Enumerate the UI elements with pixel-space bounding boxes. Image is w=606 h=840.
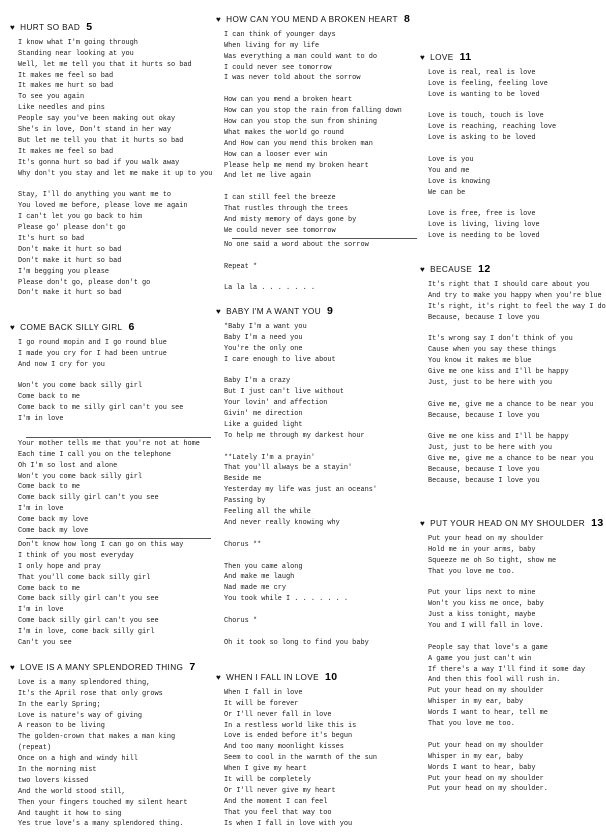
lyric-line: Don't know how long I can go on this way (18, 540, 184, 549)
lyric-line: Won't you come back silly girl (18, 382, 143, 391)
lyric-line: Please don't go, please don't go (18, 278, 151, 287)
lyric-line: Don't make it hurt so bad (18, 256, 122, 265)
lyric-line: I'm in love (18, 415, 64, 424)
lyric-line: Standing near looking at you (18, 49, 134, 58)
lyric-line: Seem to cool in the warmth of the sun (224, 754, 377, 763)
lyric-line (224, 627, 377, 638)
lyric-line: You took while I . . . . . . . (224, 595, 349, 604)
lyric-line: Come back to me (18, 584, 81, 593)
lyric-line: No one said a word about the sorrow (224, 240, 369, 249)
lyrics-lines (10, 678, 196, 830)
song-number: 7 (189, 661, 196, 673)
lyric-line: How can you stop the rain from falling down (224, 107, 402, 116)
lyric-line: But I just can't live without (224, 388, 344, 397)
lyric-line: Love is a many splendored thing, (18, 678, 151, 687)
lyric-line: When I give my heart (224, 765, 307, 774)
song-heading (10, 662, 196, 674)
lyric-line: You know it makes me blue (428, 357, 532, 366)
lyrics-lines (420, 534, 604, 795)
lyric-line: Love is free, free is love (428, 210, 536, 219)
lyrics-lines (420, 280, 606, 487)
lyric-line: Put your head on my shoulder (428, 534, 544, 543)
lyric-line: Please go' please don't go (18, 224, 126, 233)
lyric-line (18, 179, 212, 190)
lyric-line: That you'll come back silly girl (18, 573, 151, 582)
lyric-line: Love is asking to be loved (428, 134, 536, 143)
lyric-line: I care enough to live about (224, 355, 336, 364)
lyric-line: Don't make it hurt so bad (18, 245, 122, 254)
lyric-line (18, 425, 211, 436)
lyric-line: It's right, it's right to feel the way I do (428, 302, 606, 311)
lyric-line: She's in love, Don't stand in her way (18, 126, 171, 135)
lyric-line: **Lately I'm a prayin' (224, 453, 315, 462)
lyric-line: Come back silly girl can't you see (18, 595, 159, 604)
lyric-line: Once on a high and windy hill (18, 755, 138, 764)
lyric-line: Yes true love's a many splendored thing. (18, 820, 184, 829)
lyric-line: That rustles through the trees (224, 205, 349, 214)
lyric-line: And make me laugh (224, 573, 295, 582)
lyric-line (428, 632, 604, 643)
lyric-line: Like needles and pins (18, 104, 105, 113)
lyric-line: It will be forever (224, 699, 299, 708)
lyric-line: And let me live again (224, 172, 311, 181)
song-number: 8 (403, 13, 411, 25)
lyric-line: But let me tell you that it hurts so bad (18, 136, 184, 145)
lyric-line: two lovers kissed (18, 776, 89, 785)
lyric-line: Passing by (224, 497, 266, 506)
lyric-line (428, 144, 556, 155)
lyric-line: To see you again (18, 93, 85, 102)
lyric-line: Love is real, real is love (428, 68, 536, 77)
lyric-line: Come back to me (18, 483, 81, 492)
song-block (216, 306, 377, 649)
lyric-line: Won't you come back silly girl (18, 472, 143, 481)
lyric-line: In the morning mist (18, 766, 97, 775)
lyric-line: Words I want to hear, baby (428, 763, 536, 772)
lyric-line: How can a looser ever win (224, 150, 328, 159)
lyrics-lines (216, 30, 417, 294)
song-number: 10 (325, 671, 338, 683)
lyric-line: You're the only one (224, 344, 303, 353)
lyric-line: Love is living, living love (428, 221, 540, 230)
lyric-line: And taught it how to sing (18, 809, 122, 818)
lyric-line: And misty memory of days gone by (224, 216, 357, 225)
lyric-line: Put your lips next to mine (428, 589, 536, 598)
lyric-line (224, 365, 377, 376)
lyric-line (224, 251, 417, 262)
song-title: COME BACK SILLY GIRL (20, 323, 123, 332)
lyric-line: Love is reaching, reaching love (428, 123, 557, 132)
song-block (216, 14, 417, 294)
song-heading (216, 306, 377, 318)
lyric-line: To help me through my darkest hour (224, 431, 365, 440)
lyric-line: Because, because I love you (428, 411, 540, 420)
lyric-line: It's wrong say I don't think of you (428, 335, 573, 344)
lyric-line (224, 551, 377, 562)
song-title: LOVE IS A MANY SPLENDORED THING (20, 663, 184, 672)
lyric-line (224, 529, 377, 540)
lyric-line: Put your head on my shoulder (428, 741, 544, 750)
lyric-line: Love is ended before it's begun (224, 732, 353, 741)
lyric-line: Like a guided light (224, 420, 303, 429)
lyric-line: We could never see tomorrow (224, 226, 336, 235)
lyric-line: Baby I'm a crazy (224, 377, 291, 386)
lyric-line: That you feel that way too (224, 808, 332, 817)
lyric-line: Can't you see (18, 638, 72, 647)
lyric-line: Words I want to hear, tell me (428, 709, 548, 718)
lyric-line: And then this fool will rush in. (428, 676, 561, 685)
lyric-line: I only hope and pray (18, 562, 101, 571)
lyric-line: And never really knowing why (224, 518, 340, 527)
underline-divider (26, 437, 211, 438)
lyric-line: Come back my love (18, 516, 89, 525)
lyric-line: People say you've been making out okay (18, 115, 176, 124)
song-title: LOVE (430, 53, 454, 62)
lyric-line: It's gonna hurt so bad if you walk away (18, 158, 180, 167)
underline-divider (26, 538, 211, 539)
lyric-line: And the moment I can feel (224, 797, 328, 806)
song-heading (10, 22, 212, 34)
lyric-line (428, 101, 556, 112)
lyric-line: Why don't you stay and let me make it up to you (18, 169, 213, 178)
lyric-line: I know what I'm going through (18, 38, 138, 47)
lyric-line: I was never told about the sorrow (224, 74, 361, 83)
lyric-line: Each time I call you on the telephone (18, 450, 171, 459)
lyric-line: Chorus * (224, 616, 258, 625)
lyric-line: Put your head on my shoulder. (428, 785, 548, 794)
lyric-line: Squeeze me oh So tight, show me (428, 556, 557, 565)
lyric-line: It's right that I should care about you (428, 280, 590, 289)
song-title: PUT YOUR HEAD ON MY SHOULDER (430, 519, 586, 528)
heart-icon: ♥ (216, 15, 222, 24)
song-block (420, 52, 556, 242)
song-number: 13 (591, 517, 604, 529)
heart-icon: ♥ (216, 307, 222, 316)
lyric-line: And the world stood still, (18, 787, 126, 796)
lyric-line: The golden-crown that makes a man king (18, 733, 176, 742)
lyric-line: I'm begging you please (18, 267, 109, 276)
lyric-line: When living for my life (224, 41, 320, 50)
lyric-line: Come back to me silly girl can't you see (18, 404, 184, 413)
lyric-line: Love is knowing (428, 177, 491, 186)
lyric-line: Love is wanting to be loved (428, 90, 540, 99)
lyric-line: Stay, I'll do anything you want me to (18, 191, 171, 200)
heart-icon: ♥ (216, 673, 222, 682)
lyric-line: We can be (428, 188, 466, 197)
song-title: HOW CAN YOU MEND A BROKEN HEART (226, 15, 398, 24)
song-heading (420, 264, 606, 276)
lyric-line: It makes me hurt so bad (18, 82, 114, 91)
lyric-line: Put your head on my shoulder (428, 687, 544, 696)
lyric-line: How can you mend a broken heart (224, 96, 353, 105)
lyric-line (428, 323, 606, 334)
lyric-line: Just, just to be here with you (428, 444, 553, 453)
lyric-line: And How can you mend this broken man (224, 139, 373, 148)
lyric-line: Oh I'm so lost and alone (18, 461, 118, 470)
lyric-line: Nad made me cry (224, 584, 287, 593)
song-heading (10, 322, 211, 334)
lyric-line: Was everything a man could want to do (224, 52, 377, 61)
lyric-line: Your lovin' and affection (224, 399, 328, 408)
song-block (10, 322, 211, 649)
lyric-line: If there's a way I'll find it some day (428, 665, 586, 674)
lyric-line: Because, because I love you (428, 476, 540, 485)
lyric-line: Whisper in my ear, baby (428, 752, 524, 761)
lyric-line: Oh it took so long to find you baby (224, 638, 369, 647)
lyric-line: Repeat * (224, 262, 258, 271)
underline-divider (232, 238, 417, 239)
lyrics-lines (420, 68, 556, 242)
lyric-line: I can't let you go back to him (18, 213, 143, 222)
lyric-line: And too many moonlight kisses (224, 743, 344, 752)
lyric-line: Because, because I love you (428, 313, 540, 322)
lyric-line: Give me, give me a chance to be near you (428, 455, 594, 464)
lyric-line: Hold me in your arms, baby (428, 545, 536, 554)
lyric-line: Givin' me direction (224, 410, 303, 419)
lyric-line: That you love me too. (428, 567, 515, 576)
song-number: 5 (86, 21, 93, 33)
lyric-line: (repeat) (18, 744, 52, 753)
song-title: BABY I'M A WANT YOU (226, 307, 322, 316)
lyric-line: Chorus ** (224, 540, 262, 549)
lyric-line: Whisper in my ear, baby (428, 698, 524, 707)
lyric-line: People say that love's a game (428, 643, 548, 652)
lyric-line: It makes me feel so bad (18, 71, 114, 80)
lyric-line: Come back my love (18, 527, 89, 536)
lyric-line: Put your head on my shoulder (428, 774, 544, 783)
song-title: WHEN I FALL IN LOVE (226, 673, 319, 682)
lyric-line: *Baby I'm a want you (224, 322, 307, 331)
lyric-line: Or I'll never fall in love (224, 710, 332, 719)
lyric-line (224, 273, 417, 284)
lyric-line: I'm in love, come back silly girl (18, 628, 155, 637)
song-block (420, 264, 606, 487)
lyric-line: I could never see tomorrow (224, 63, 332, 72)
lyric-line: It will be completely (224, 776, 311, 785)
lyric-line: Baby I'm a need you (224, 333, 303, 342)
song-block (10, 662, 196, 830)
lyric-line: I think of you most everyday (18, 551, 134, 560)
lyric-line (224, 84, 417, 95)
song-block (10, 22, 212, 299)
lyric-line: I can still feel the breeze (224, 194, 336, 203)
song-heading (420, 518, 604, 530)
lyric-line: You and me (428, 166, 470, 175)
lyric-line: Because, because I love you (428, 466, 540, 475)
lyric-line (428, 730, 604, 741)
song-number: 12 (478, 263, 491, 275)
lyric-line: Cause when you say these things (428, 346, 557, 355)
lyric-line (18, 371, 211, 382)
heart-icon: ♥ (10, 323, 16, 332)
lyric-line: Give me one kiss and I'll be happy (428, 368, 569, 377)
lyric-line: In the early Spring; (18, 700, 101, 709)
song-heading (216, 14, 417, 26)
lyric-line: I'm in love (18, 505, 64, 514)
song-heading (216, 672, 377, 684)
lyric-line: Then your fingers touched my silent heart (18, 798, 188, 807)
lyric-line: Beside me (224, 475, 262, 484)
lyric-line (224, 605, 377, 616)
lyric-line: You and I will fall in love. (428, 622, 544, 631)
lyric-line: It's hurt so bad (18, 234, 85, 243)
lyric-line: Yesterday my life was just an oceans' (224, 486, 377, 495)
song-title: BECAUSE (430, 265, 473, 274)
lyric-line: What makes the world go round (224, 128, 344, 137)
lyric-line: Just, just to be here with you (428, 378, 553, 387)
lyric-line: I made you cry for I had been untrue (18, 349, 167, 358)
lyric-line: Love is feeling, feeling love (428, 79, 548, 88)
lyric-line: Love is you (428, 156, 474, 165)
heart-icon: ♥ (420, 53, 426, 62)
heart-icon: ♥ (420, 265, 426, 274)
song-number: 6 (128, 321, 135, 333)
lyric-line: Feeling all the while (224, 508, 311, 517)
lyric-line: I go round mopin and I go round blue (18, 338, 167, 347)
lyric-line: La la la . . . . . . . (224, 284, 315, 293)
lyric-line: Love is nature's way of giving (18, 711, 143, 720)
lyrics-lines (10, 38, 212, 299)
lyric-line: Then you came along (224, 562, 303, 571)
lyric-line: And now I cry for you (18, 360, 105, 369)
lyric-line: You loved me before, please love me again (18, 202, 188, 211)
lyric-line: Please help me mend my broken heart (224, 161, 369, 170)
lyric-line (428, 389, 606, 400)
lyric-line: Come back to me (18, 393, 81, 402)
lyric-line (224, 182, 417, 193)
lyric-line: Or I'll never give my heart (224, 786, 336, 795)
lyric-line (428, 577, 604, 588)
heart-icon: ♥ (10, 23, 16, 32)
lyrics-lines (10, 338, 211, 649)
lyric-line: In a restless world like this is (224, 721, 357, 730)
lyric-line: How can you stop the sun from shining (224, 118, 377, 127)
lyric-line: Love is needing to be loved (428, 232, 540, 241)
lyric-line (428, 199, 556, 210)
lyric-line: When I fall in love (224, 688, 303, 697)
lyric-line: Love is touch, touch is love (428, 112, 544, 121)
song-number: 9 (327, 305, 334, 317)
lyric-line: Well, let me tell you that it hurts so bad (18, 60, 192, 69)
song-heading (420, 52, 556, 64)
lyrics-lines (216, 322, 377, 649)
heart-icon: ♥ (10, 663, 16, 672)
lyric-line: A game you just can't win (428, 654, 532, 663)
lyric-line (224, 442, 377, 453)
lyric-line: A reason to be living (18, 722, 105, 731)
song-block (420, 518, 604, 795)
heart-icon: ♥ (420, 519, 426, 528)
lyric-line: Give me, give me a chance to be near you (428, 400, 594, 409)
lyric-line: That you'll always be a stayin' (224, 464, 353, 473)
lyrics-lines (216, 688, 377, 830)
lyric-line: I'm in love (18, 606, 64, 615)
lyric-line: It's the April rose that only grows (18, 689, 163, 698)
lyric-line (428, 421, 606, 432)
lyric-line: Your mother tells me that you're not at home (18, 439, 200, 448)
song-title: HURT SO BAD (20, 23, 81, 32)
lyric-line: Is when I fall in love with you (224, 819, 353, 828)
lyric-line: Come back silly girl can't you see (18, 494, 159, 503)
lyric-line: Don't make it hurt so bad (18, 289, 122, 298)
lyric-line: And try to make you happy when you're blue (428, 291, 602, 300)
lyric-line: Give me one kiss and I'll be happy (428, 433, 569, 442)
song-number: 11 (459, 51, 472, 63)
song-block (216, 672, 377, 829)
lyric-line: It makes me feel so bad (18, 147, 114, 156)
lyric-line: Just a kiss tonight, maybe (428, 611, 536, 620)
lyric-line: Won't you kiss me once, baby (428, 600, 544, 609)
lyric-line: I can think of younger days (224, 30, 336, 39)
lyric-line: That you love me too. (428, 720, 515, 729)
lyric-line: Come back silly girl can't you see (18, 617, 159, 626)
